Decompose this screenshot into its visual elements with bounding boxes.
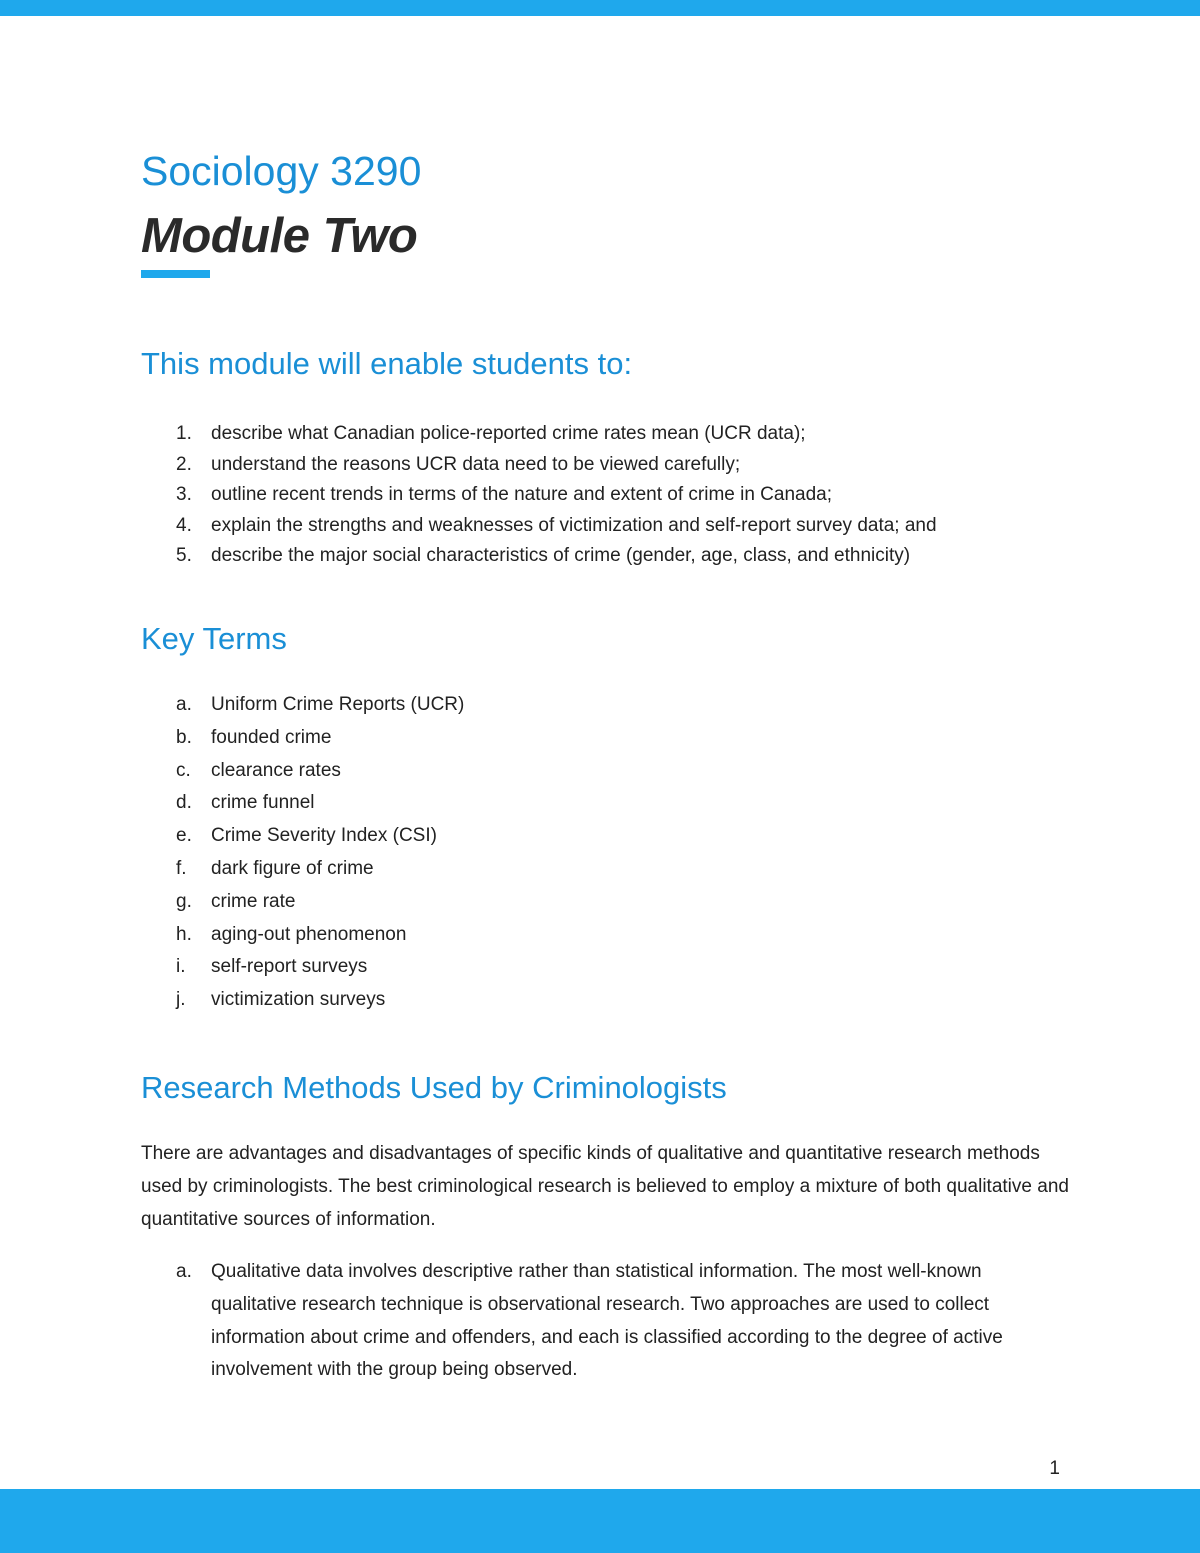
list-item — [0, 450, 937, 481]
list-item-text: crime funnel — [211, 792, 315, 814]
research-methods-paragraph: There are advantages and disadvantages of specific kinds of qualitative and quantitative research methods used by criminologists. The best criminological research is believed to employ a mixture of both qualitative and quantitative sources of information. — [141, 1143, 1069, 1231]
list-marker: h. — [176, 923, 192, 945]
list-item-text: Qualitative data involves descriptive rather than statistical information. The most well-known qualitative research technique is observational research. Two approaches are used to collect information about crime and offenders, and each is classified according to the degree of active involvement with the group being observed. — [211, 1261, 1003, 1381]
list-item — [0, 722, 464, 755]
list-item — [0, 511, 937, 542]
list-item — [0, 951, 464, 984]
list-item-text: Crime Severity Index (CSI) — [211, 825, 437, 847]
list-item-text: victimization surveys — [211, 989, 386, 1011]
list-item-text: dark figure of crime — [211, 857, 374, 879]
list-item — [0, 820, 464, 853]
list-item-text: aging-out phenomenon — [211, 923, 407, 945]
list-item — [0, 1256, 1071, 1387]
research-methods-list — [0, 1256, 1071, 1387]
key-terms-list — [0, 689, 464, 1017]
bottom-accent-bar — [0, 1489, 1200, 1553]
list-item-text: founded crime — [211, 726, 332, 748]
list-marker: 2. — [176, 453, 192, 475]
list-item — [0, 853, 464, 886]
top-accent-bar — [0, 0, 1200, 16]
list-item — [0, 984, 464, 1017]
objectives-list — [0, 419, 937, 572]
list-item — [0, 480, 937, 511]
title-underline — [141, 270, 210, 278]
list-item — [0, 886, 464, 919]
list-item-text: explain the strengths and weaknesses of victimization and self-report survey data; and — [211, 514, 937, 536]
page-number: 1 — [1049, 1458, 1060, 1479]
list-item — [0, 787, 464, 820]
list-item-text: describe what Canadian police-reported crime rates mean (UCR data); — [211, 423, 806, 444]
list-marker: j. — [176, 989, 186, 1011]
course-title: Sociology 3290 — [141, 148, 422, 194]
list-marker: c. — [176, 759, 191, 781]
objectives-heading: This module will enable students to: — [141, 346, 633, 381]
list-marker: 3. — [176, 484, 192, 505]
list-marker: d. — [176, 792, 192, 814]
list-item-text: self-report surveys — [211, 956, 368, 978]
key-terms-heading: Key Terms — [141, 621, 287, 656]
research-methods-heading: Research Methods Used by Criminologists — [141, 1070, 727, 1105]
list-marker: a. — [176, 1261, 192, 1282]
module-title: Module Two — [141, 209, 418, 263]
list-item — [0, 419, 937, 450]
list-item — [0, 689, 464, 722]
list-item — [0, 541, 937, 572]
list-item-text: clearance rates — [211, 759, 341, 781]
list-item — [0, 919, 464, 952]
list-item-text: Uniform Crime Reports (UCR) — [211, 694, 465, 715]
list-marker: g. — [176, 890, 192, 912]
list-item — [0, 755, 464, 788]
list-marker: b. — [176, 726, 192, 748]
list-marker: 5. — [176, 545, 192, 566]
list-item-text: understand the reasons UCR data need to be viewed carefully; — [211, 453, 741, 475]
list-marker: e. — [176, 825, 192, 847]
list-marker: i. — [176, 956, 186, 978]
list-item-text: crime rate — [211, 890, 296, 912]
list-marker: f. — [176, 857, 187, 879]
list-marker: 4. — [176, 514, 192, 536]
list-marker: a. — [176, 694, 192, 715]
list-item-text: outline recent trends in terms of the nature and extent of crime in Canada; — [211, 484, 833, 505]
list-item-text: describe the major social characteristics of crime (gender, age, class, and ethnicity) — [211, 545, 911, 566]
list-marker: 1. — [176, 423, 192, 444]
